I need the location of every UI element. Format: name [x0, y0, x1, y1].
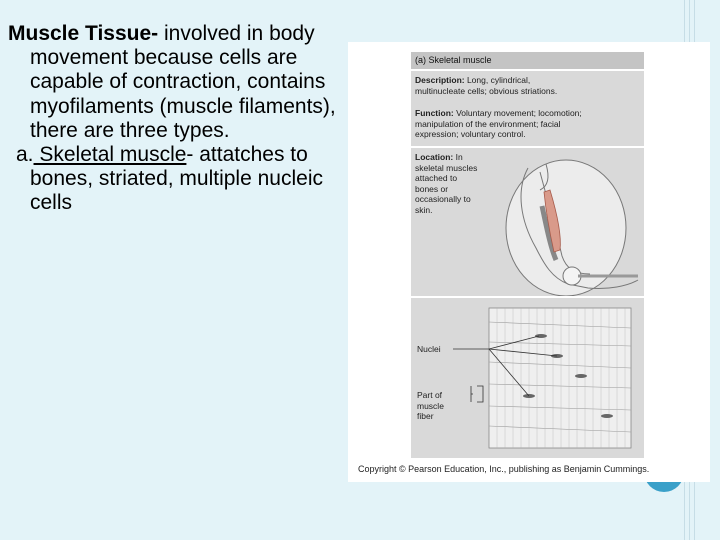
label-part-of-muscle-fiber: Part of muscle fiber	[417, 390, 444, 421]
skeletal-muscle-term: Skeletal muscle	[33, 143, 187, 167]
skeletal-muscle-description: - attatches to bones, striated, multiple nucleic cells	[30, 143, 323, 215]
function-text: Function: Voluntary movement; locomotion; manipulation of the environment; facial expression; voluntary control.	[415, 108, 582, 139]
body-text	[8, 22, 358, 216]
arm-illustration	[478, 150, 644, 296]
sub-point-skeletal	[8, 143, 358, 216]
figure-header: (a) Skeletal muscle	[411, 52, 644, 69]
micrograph-illustration	[411, 298, 644, 458]
copyright-notice: Copyright © Pearson Education, Inc., publishing as Benjamin Cummings.	[358, 464, 650, 474]
location-text: Location: In skeletal muscles attached to bones or occasionally to skin.	[415, 152, 478, 215]
main-paragraph	[8, 22, 358, 143]
label-nuclei: Nuclei	[417, 344, 441, 354]
sub-point-marker: a.	[16, 143, 34, 167]
skeletal-muscle-figure	[348, 42, 710, 482]
description-text: Description: Long, cylindrical, multinucleate cells; obvious striations.	[415, 75, 558, 96]
muscle-tissue-term: Muscle Tissue-	[8, 22, 159, 45]
muscle-tissue-definition: involved in body movement because cells are capable of contraction, contains myofilaments (muscle filaments), there are three types.	[30, 22, 336, 142]
